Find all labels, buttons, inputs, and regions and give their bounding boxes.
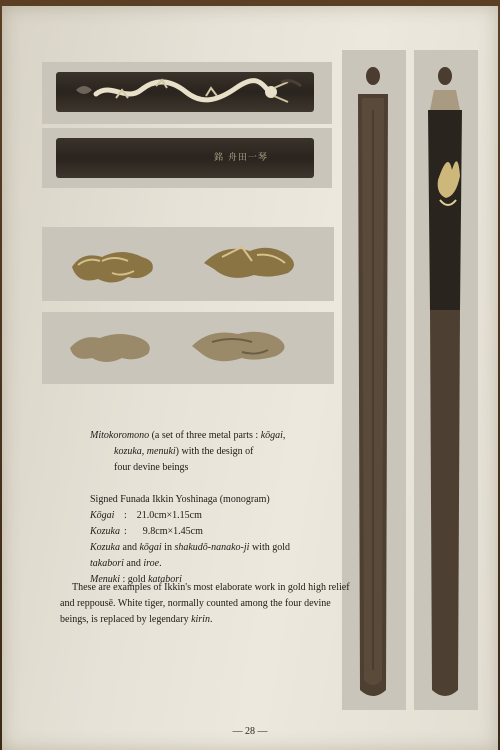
kogai-dimension-row [90, 508, 340, 524]
menuki-value: katabori [148, 574, 182, 585]
dimension-label: Kozuka [90, 526, 120, 537]
specification-block [90, 492, 340, 588]
signature-inscription: 銘 舟田一琴 [214, 153, 268, 163]
material-text: and [123, 558, 144, 569]
signature-line: Signed Funada Ikkin Yoshinaga (monogram) [90, 494, 270, 505]
material-term: Kozuka [90, 542, 120, 553]
caption-line-1 [90, 428, 340, 444]
description-paragraph [60, 580, 350, 628]
kozuka-front-plate [56, 72, 314, 112]
dimension-label: Kōgai [90, 510, 115, 521]
caption-term: Mitokoromono [90, 430, 150, 441]
dimension-value: 9.8cm×1.45cm [142, 526, 203, 537]
material-text: in [161, 542, 175, 553]
paragraph-term: kirin [191, 614, 210, 625]
material-line-1 [90, 540, 340, 556]
material-term: kōgai [139, 542, 162, 553]
kogai-front [342, 50, 406, 710]
kogai-back [414, 50, 478, 710]
book-page [2, 6, 498, 750]
material-term: takabori [90, 558, 124, 569]
caption-term: kōgai [260, 430, 283, 441]
caption-line-3: four devine beings [114, 462, 189, 473]
menuki-front-pair [42, 227, 334, 301]
caption-text: , [141, 446, 147, 457]
paragraph-text: These are examples of Ikkin's most elaborate work in gold high relief and reppousē. White tiger, normally counted among the four devine beings, is replaced by legendary [60, 582, 350, 625]
caption-term: kozuka [114, 446, 142, 457]
dimension-sep: : [124, 510, 127, 521]
material-text: . [159, 558, 162, 569]
material-text: and [120, 542, 140, 553]
caption-text: ) with the design of [175, 446, 254, 457]
caption-line-2 [90, 444, 340, 460]
kozuka-dimension-row [90, 524, 340, 540]
menuki-label: Menuki [90, 574, 120, 585]
material-text: with gold [249, 542, 291, 553]
page-number: — 28 — [232, 726, 268, 737]
material-line-2 [90, 556, 340, 572]
dimension-sep: : [124, 526, 127, 537]
caption-term: menuki [146, 446, 176, 457]
caption-text: , [282, 430, 286, 441]
menuki-back-pair [42, 312, 334, 384]
dimension-value: 21.0cm×1.15cm [136, 510, 202, 521]
caption-block [90, 428, 340, 476]
material-term: shakudō-nanako-ji [174, 542, 250, 553]
dragon-relief [56, 72, 314, 112]
material-term: iroe [143, 558, 160, 569]
paragraph-text: . [209, 614, 213, 625]
kozuka-back-plate [56, 138, 314, 178]
caption-text: (a set of three metal parts : [149, 430, 261, 441]
menuki-sep: : gold [120, 574, 149, 585]
